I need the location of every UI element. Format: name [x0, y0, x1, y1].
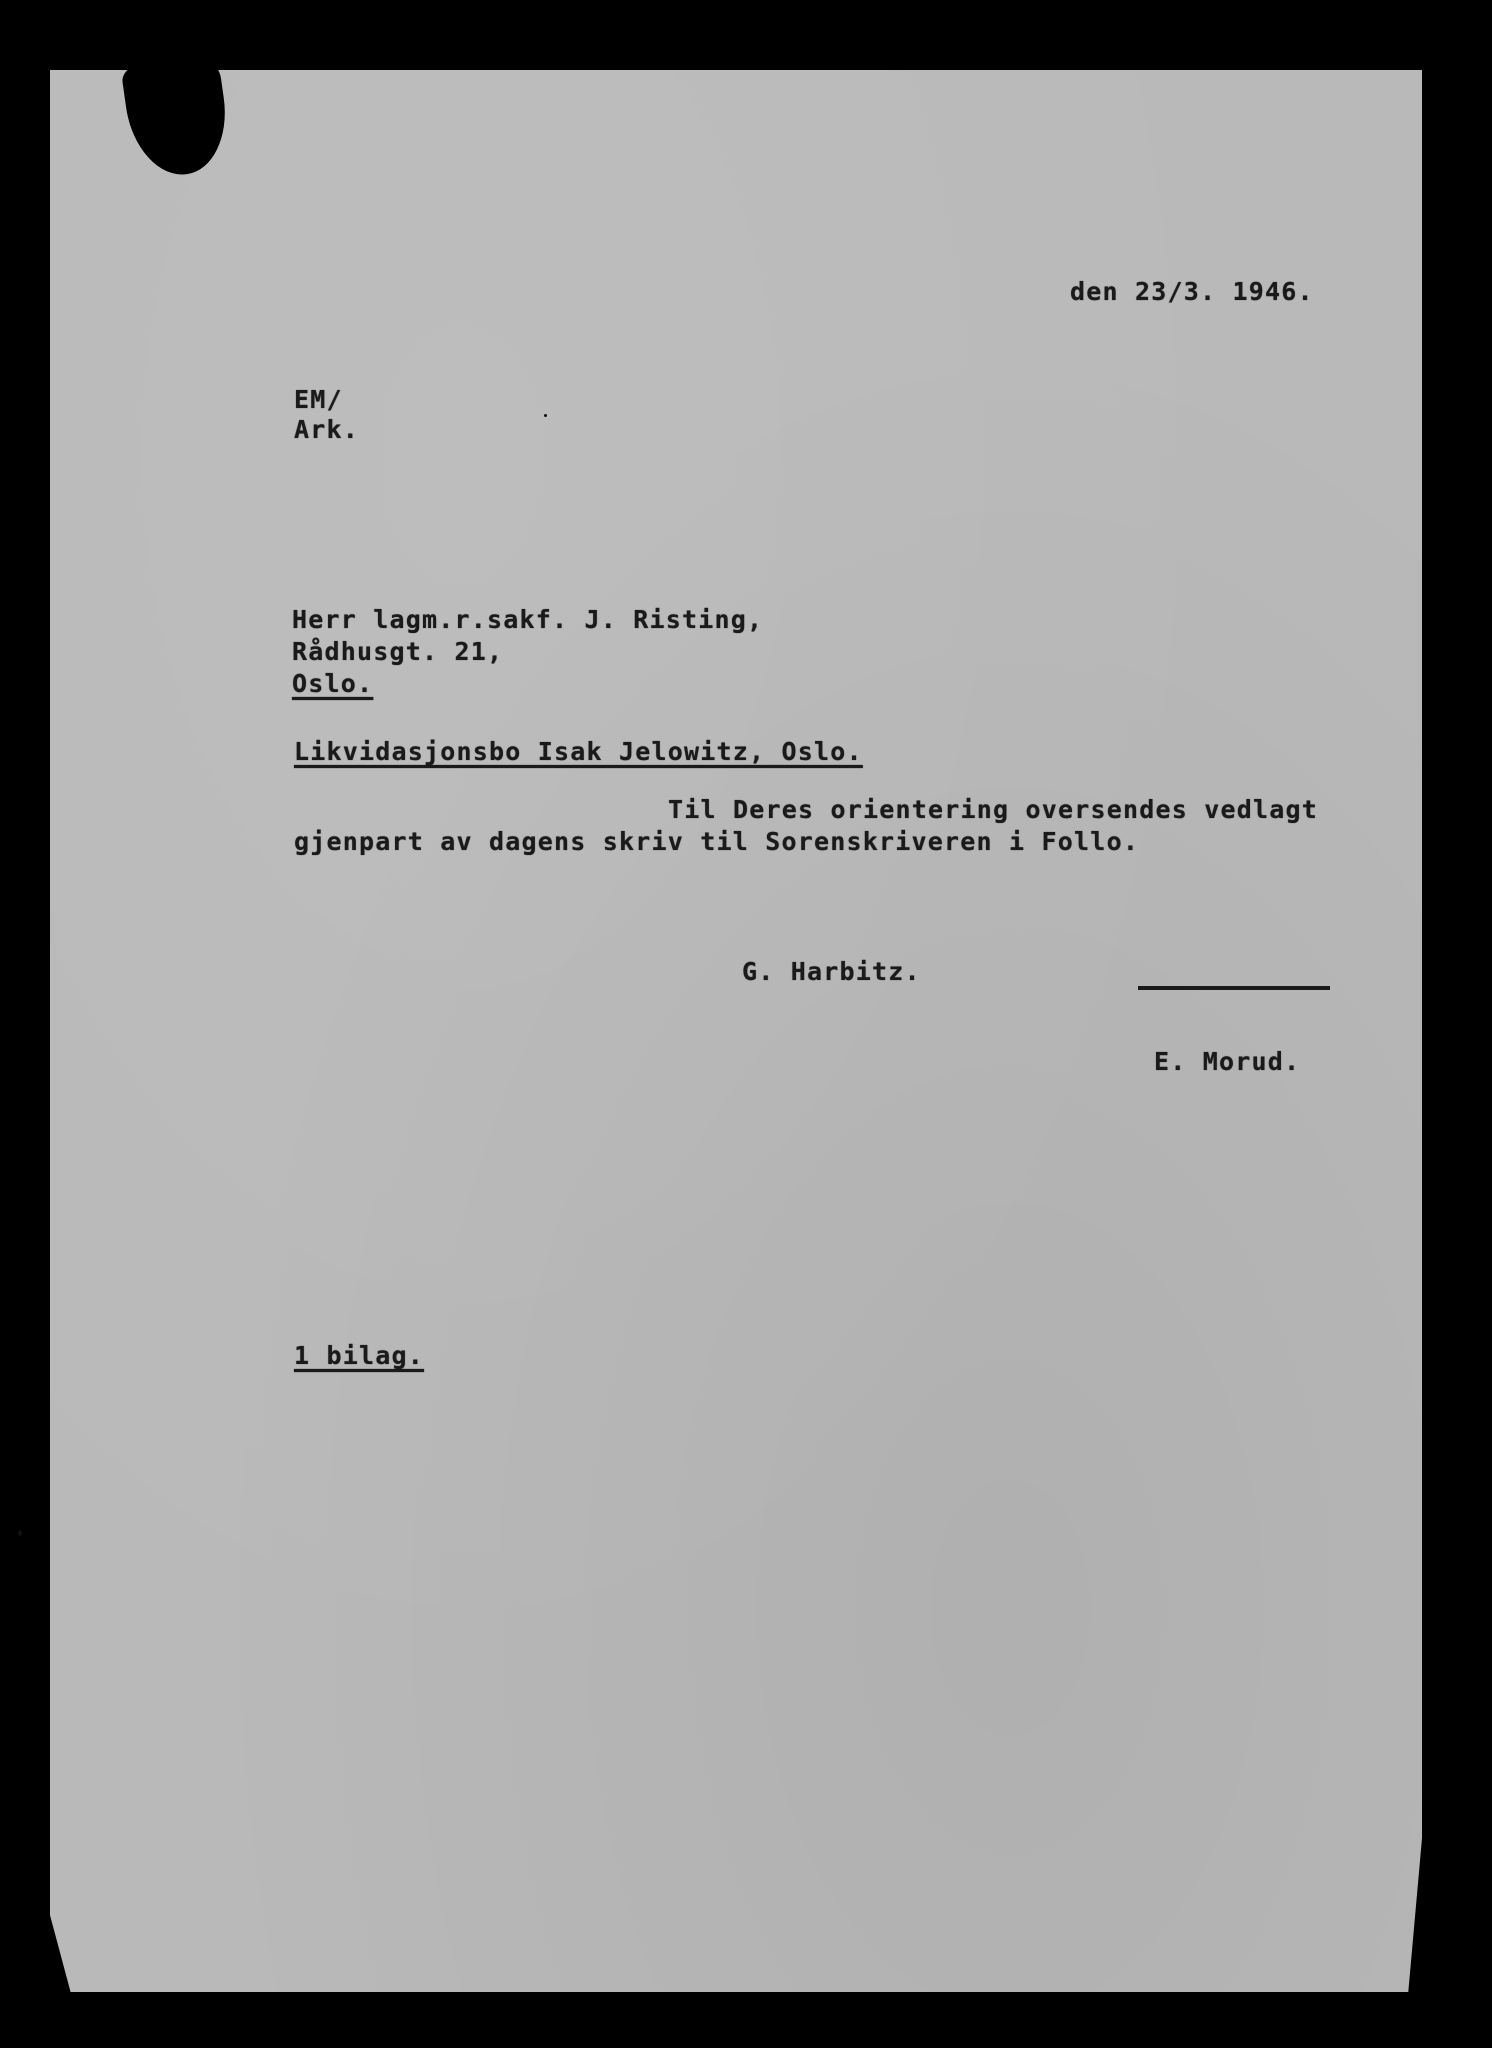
reference-initials: EM/	[294, 385, 343, 414]
signatory-left: G. Harbitz.	[742, 957, 921, 986]
dust-speck	[544, 414, 547, 417]
reference-archive: Ark.	[294, 415, 360, 444]
recipient-city: Oslo.	[292, 669, 374, 698]
body-line-1: Til Deres orientering oversendes vedlagt	[668, 795, 1319, 824]
signatory-right: E. Morud.	[1154, 1047, 1301, 1076]
dust-speck	[18, 1530, 22, 1536]
enclosure-note: 1 bilag.	[294, 1341, 425, 1370]
signature-line	[1138, 986, 1330, 990]
subject-line: Likvidasjonsbo Isak Jelowitz, Oslo.	[294, 737, 863, 766]
recipient-name: Herr lagm.r.sakf. J. Risting,	[292, 605, 764, 634]
recipient-street: Rådhusgt. 21,	[292, 637, 504, 666]
paper-sheet	[50, 70, 1422, 1992]
letter-date: den 23/3. 1946.	[1070, 277, 1314, 306]
body-line-2: gjenpart av dagens skriv til Sorenskriveren i Follo.	[294, 827, 1140, 856]
